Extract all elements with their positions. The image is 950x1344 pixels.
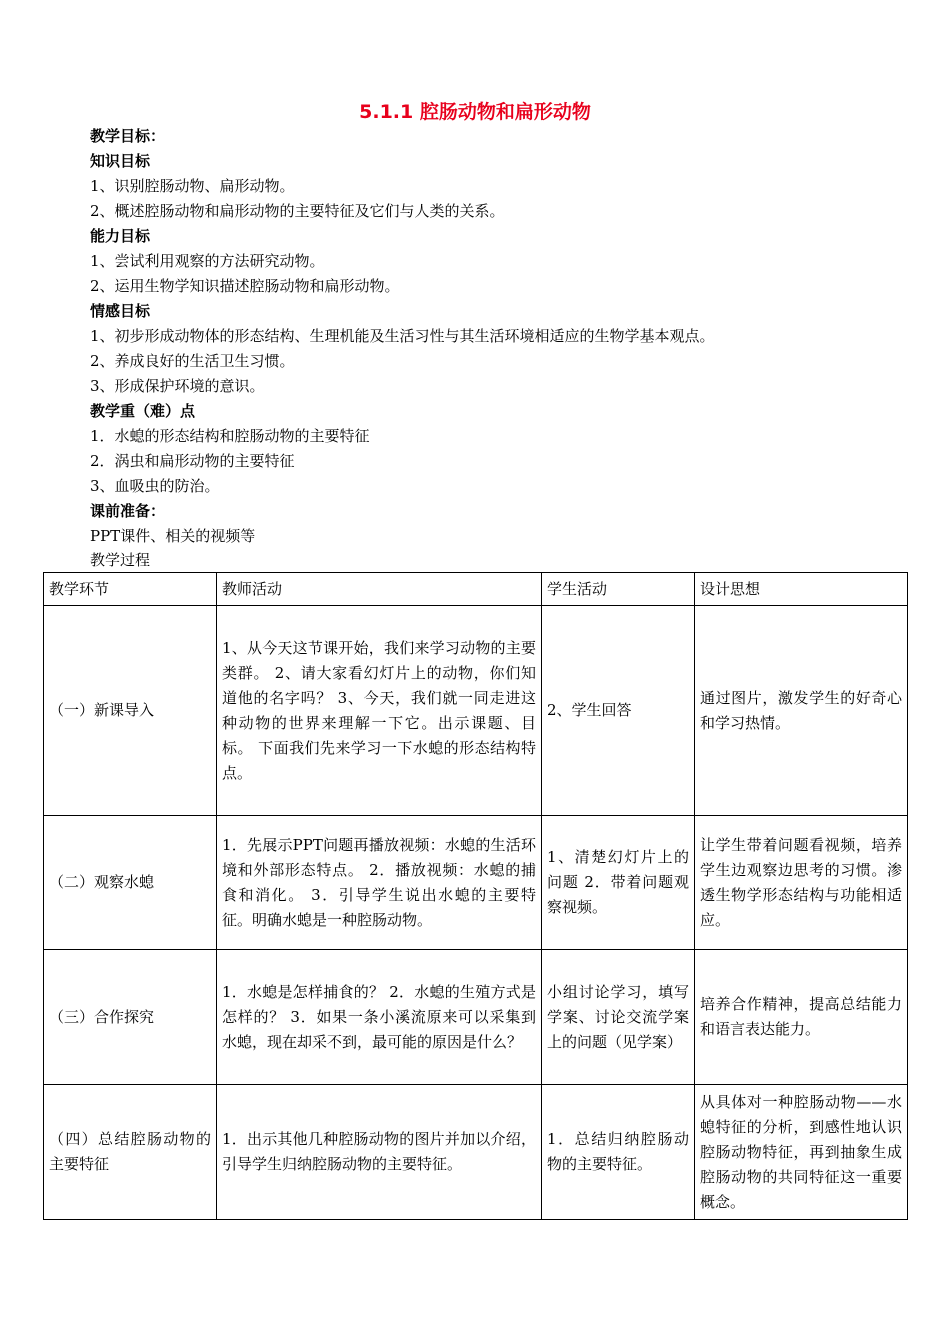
column-header-teacher: 教师活动 <box>217 573 542 606</box>
emotion-goal-item: 3、形成保护环境的意识。 <box>90 377 265 395</box>
ability-goal-item: 2、运用生物学知识描述腔肠动物和扁形动物。 <box>90 277 400 295</box>
student-activity-cell: 2、学生回答 <box>542 606 695 816</box>
teacher-activity-cell: 1．水螅是怎样捕食的？ 2．水螅的生殖方式是怎样的？ 3．如果一条小溪流原来可以采集到水螅，现在却采不到，最可能的原因是什么？ <box>217 950 542 1085</box>
stage-cell: （二）观察水螅 <box>44 816 217 950</box>
preparation-text: PPT课件、相关的视频等 <box>90 527 256 545</box>
teacher-activity-cell: 1、从今天这节课开始，我们来学习动物的主要类群。 2、请大家看幻灯片上的动物，你们知道他的名字吗？ 3、今天，我们就一同走进这种动物的世界来理解一下它。出示课题、目标。 下面我们先来学习一下水螅的形态结构特点。 <box>217 606 542 816</box>
table-row <box>44 816 908 950</box>
column-header-student: 学生活动 <box>542 573 695 606</box>
emotion-goal-item: 2、养成良好的生活卫生习惯。 <box>90 352 295 370</box>
teaching-process-heading: 教学过程 <box>90 551 151 569</box>
key-point-item: 2．涡虫和扁形动物的主要特征 <box>90 452 295 470</box>
design-idea-cell: 培养合作精神，提高总结能力和语言表达能力。 <box>695 950 908 1085</box>
ability-goals-heading: 能力目标 <box>90 227 151 245</box>
stage-cell: （四）总结腔肠动物的主要特征 <box>44 1085 217 1220</box>
knowledge-goal-item: 2、概述腔肠动物和扁形动物的主要特征及它们与人类的关系。 <box>90 202 505 220</box>
teaching-process-table <box>43 572 908 1220</box>
design-idea-cell: 通过图片，激发学生的好奇心和学习热情。 <box>695 606 908 816</box>
emotion-goal-item: 1、初步形成动物体的形态结构、生理机能及生活习性与其生活环境相适应的生物学基本观点。 <box>90 327 715 345</box>
teacher-activity-cell: 1．先展示PPT问题再播放视频：水螅的生活环境和外部形态特点。 2．播放视频：水螅的捕食和消化。 3．引导学生说出水螅的主要特征。明确水螅是一种腔肠动物。 <box>217 816 542 950</box>
emotion-goals-heading: 情感目标 <box>90 302 151 320</box>
student-activity-cell: 小组讨论学习，填写学案、讨论交流学案上的问题（见学案） <box>542 950 695 1085</box>
key-points-heading: 教学重（难）点 <box>90 402 196 420</box>
table-row <box>44 950 908 1085</box>
table-row <box>44 606 908 816</box>
key-point-item: 3、血吸虫的防治。 <box>90 477 220 495</box>
design-idea-cell: 让学生带着问题看视频，培养学生边观察边思考的习惯。渗透生物学形态结构与功能相适应。 <box>695 816 908 950</box>
column-header-design: 设计思想 <box>695 573 908 606</box>
preparation-heading: 课前准备： <box>90 502 166 520</box>
key-point-item: 1．水螅的形态结构和腔肠动物的主要特征 <box>90 427 370 445</box>
stage-cell: （三）合作探究 <box>44 950 217 1085</box>
column-header-stage: 教学环节 <box>44 573 217 606</box>
table-row <box>44 1085 908 1220</box>
document-title: 5.1.1 腔肠动物和扁形动物 <box>359 101 591 123</box>
knowledge-goals-heading: 知识目标 <box>90 152 151 170</box>
knowledge-goal-item: 1、识别腔肠动物、扁形动物。 <box>90 177 295 195</box>
table-header-row <box>44 573 908 606</box>
stage-cell: （一）新课导入 <box>44 606 217 816</box>
student-activity-cell: 1、清楚幻灯片上的问题 2．带着问题观察视频。 <box>542 816 695 950</box>
design-idea-cell: 从具体对一种腔肠动物——水螅特征的分析，到感性地认识腔肠动物特征，再到抽象生成腔肠动物的共同特征这一重要概念。 <box>695 1085 908 1220</box>
teacher-activity-cell: 1．出示其他几种腔肠动物的图片并加以介绍，引导学生归纳腔肠动物的主要特征。 <box>217 1085 542 1220</box>
student-activity-cell: 1．总结归纳腔肠动物的主要特征。 <box>542 1085 695 1220</box>
ability-goal-item: 1、尝试利用观察的方法研究动物。 <box>90 252 325 270</box>
teaching-goals-heading: 教学目标： <box>90 127 166 145</box>
